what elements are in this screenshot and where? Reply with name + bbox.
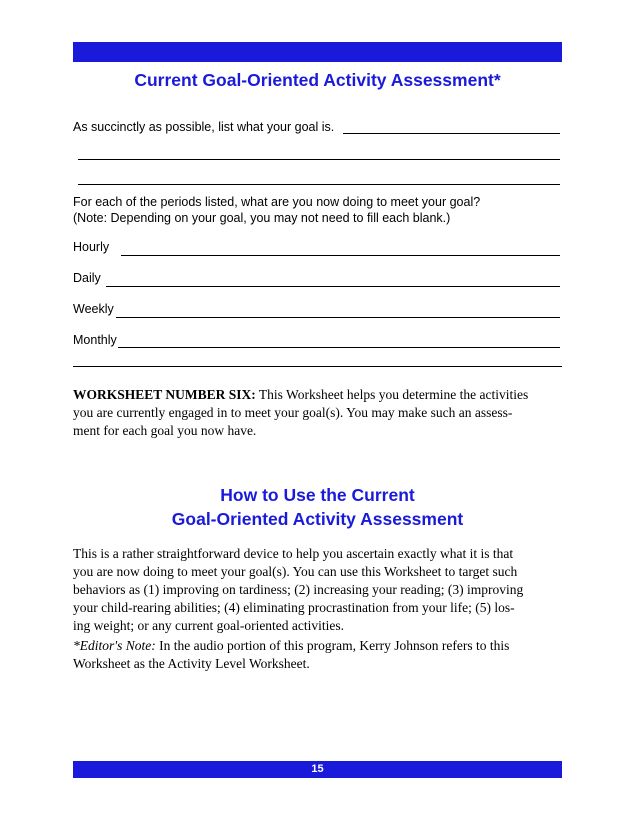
body-line: behaviors as (1) improving on tardiness; (2) increasing your reading; (3) improving [73, 582, 524, 597]
editors-note [73, 637, 563, 673]
worksheet-heading: WORKSHEET NUMBER SIX: [73, 387, 256, 402]
goal-input-line-3[interactable] [78, 184, 560, 185]
daily-input-line[interactable] [106, 286, 560, 287]
top-banner-bar [73, 42, 562, 62]
worksheet-line2: you are currently engaged in to meet your goal(s). You may make such an assess- [73, 405, 513, 420]
page-title: Current Goal-Oriented Activity Assessment* [134, 70, 501, 90]
body-line: you are now doing to meet your goal(s). You can use this Worksheet to target such [73, 564, 518, 579]
page-number: 15 [311, 763, 324, 775]
body-line: your child-rearing abilities; (4) eliminating procrastination from your life; (5) los- [73, 600, 515, 615]
body-line: This is a rather straightforward device to help you ascertain exactly what it is that [73, 546, 514, 561]
note-label: *Editor's Note: [73, 638, 156, 653]
body-line: ing weight; or any current goal-oriented activities. [73, 618, 345, 633]
weekly-input-line[interactable] [116, 317, 560, 318]
section-title-line2: Goal-Oriented Activity Assessment [171, 509, 464, 529]
worksheet-line3: ment for each goal you now have. [73, 423, 257, 438]
section-divider [73, 366, 562, 367]
field-label-monthly: Monthly [73, 333, 117, 347]
section-body [73, 545, 563, 635]
periods-prompt-line2: (Note: Depending on your goal, you may not need to fill each blank.) [73, 211, 451, 225]
monthly-input-line[interactable] [118, 347, 560, 348]
goal-prompt: As succinctly as possible, list what your goal is. [73, 120, 335, 134]
hourly-input-line[interactable] [121, 255, 560, 256]
field-label-hourly: Hourly [73, 240, 110, 254]
footer-bar [73, 761, 562, 778]
worksheet-line1: This Worksheet helps you determine the activities [255, 387, 529, 402]
field-label-daily: Daily [73, 271, 101, 285]
goal-input-line-2[interactable] [78, 159, 560, 160]
note-line2: Worksheet as the Activity Level Worksheet. [73, 656, 310, 671]
goal-input-line-1[interactable] [343, 133, 560, 134]
periods-prompt-line1: For each of the periods listed, what are you now doing to meet your goal? [73, 195, 481, 209]
section-title-line1: How to Use the Current [220, 485, 415, 505]
note-line1: In the audio portion of this program, Kerry Johnson refers to this [155, 638, 510, 653]
worksheet-description [73, 386, 563, 440]
field-label-weekly: Weekly [73, 302, 114, 316]
